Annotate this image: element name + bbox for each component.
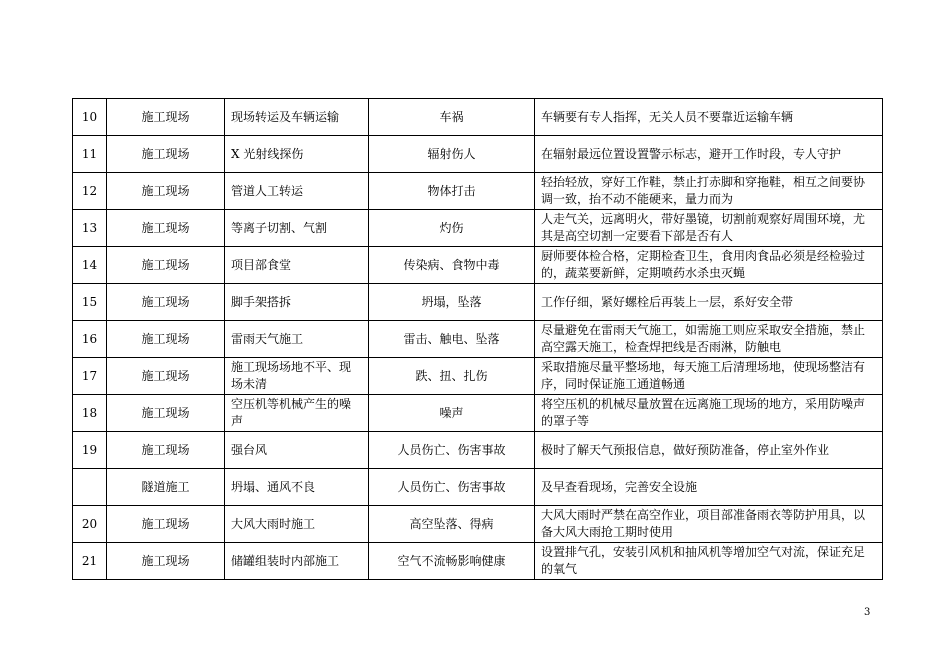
cell-number [73, 469, 107, 506]
cell-number: 13 [73, 210, 107, 247]
cell-area: 施工现场 [107, 99, 225, 136]
cell-activity: 空压机等机械产生的噪声 [225, 395, 369, 432]
cell-risk: 雷击、触电、坠落 [369, 321, 535, 358]
cell-number: 17 [73, 358, 107, 395]
cell-measure: 设置排气孔，安装引风机和抽风机等增加空气对流，保证充足的氧气 [535, 543, 883, 580]
cell-activity: 现场转运及车辆运输 [225, 99, 369, 136]
cell-measure: 极时了解天气预报信息，做好预防准备，停止室外作业 [535, 432, 883, 469]
cell-area: 施工现场 [107, 543, 225, 580]
table-row [73, 469, 883, 506]
cell-measure: 轻抬轻放，穿好工作鞋，禁止打赤脚和穿拖鞋，相互之间要协调一致，抬不动不能硬来，量力而为 [535, 173, 883, 210]
cell-number: 20 [73, 506, 107, 543]
cell-number: 21 [73, 543, 107, 580]
table-row [73, 358, 883, 395]
cell-risk: 车祸 [369, 99, 535, 136]
cell-measure: 在辐射最远位置设置警示标志，避开工作时段，专人守护 [535, 136, 883, 173]
cell-area: 施工现场 [107, 432, 225, 469]
table-row [73, 284, 883, 321]
hazard-table [72, 98, 883, 580]
cell-activity: 储罐组装时内部施工 [225, 543, 369, 580]
cell-risk: 噪声 [369, 395, 535, 432]
cell-risk: 人员伤亡、伤害事故 [369, 469, 535, 506]
cell-activity: 坍塌、通风不良 [225, 469, 369, 506]
cell-measure: 尽量避免在雷雨天气施工，如需施工则应采取安全措施，禁止高空露天施工，检查焊把线是否雨淋，防触电 [535, 321, 883, 358]
cell-activity: 管道人工转运 [225, 173, 369, 210]
cell-number: 14 [73, 247, 107, 284]
cell-number: 18 [73, 395, 107, 432]
cell-number: 12 [73, 173, 107, 210]
cell-measure: 将空压机的机械尽量放置在远离施工现场的地方，采用防噪声的罩子等 [535, 395, 883, 432]
table-row [73, 136, 883, 173]
cell-area: 施工现场 [107, 173, 225, 210]
cell-number: 15 [73, 284, 107, 321]
table-row [73, 506, 883, 543]
cell-risk: 物体打击 [369, 173, 535, 210]
cell-risk: 传染病、食物中毒 [369, 247, 535, 284]
cell-activity: 项目部食堂 [225, 247, 369, 284]
cell-area: 施工现场 [107, 321, 225, 358]
cell-activity: 脚手架搭拆 [225, 284, 369, 321]
page-number: 3 [864, 607, 871, 618]
table-row [73, 173, 883, 210]
hazard-table-body [73, 99, 883, 580]
cell-area: 施工现场 [107, 136, 225, 173]
cell-measure: 车辆要有专人指挥，无关人员不要靠近运输车辆 [535, 99, 883, 136]
cell-risk: 跌、扭、扎伤 [369, 358, 535, 395]
cell-area: 施工现场 [107, 284, 225, 321]
cell-measure: 大风大雨时严禁在高空作业，项目部准备雨衣等防护用具，以备大风大雨抢工期时使用 [535, 506, 883, 543]
cell-area: 施工现场 [107, 247, 225, 284]
cell-risk: 坍塌，坠落 [369, 284, 535, 321]
cell-area: 隧道施工 [107, 469, 225, 506]
cell-area: 施工现场 [107, 358, 225, 395]
hazard-table-container [72, 98, 882, 580]
cell-risk: 高空坠落、得病 [369, 506, 535, 543]
cell-activity: 雷雨天气施工 [225, 321, 369, 358]
cell-number: 10 [73, 99, 107, 136]
cell-number: 16 [73, 321, 107, 358]
cell-measure: 及早查看现场，完善安全设施 [535, 469, 883, 506]
cell-risk: 人员伤亡、伤害事故 [369, 432, 535, 469]
table-row [73, 395, 883, 432]
cell-activity: 大风大雨时施工 [225, 506, 369, 543]
cell-risk: 辐射伤人 [369, 136, 535, 173]
cell-area: 施工现场 [107, 210, 225, 247]
table-row [73, 321, 883, 358]
cell-risk: 空气不流畅影响健康 [369, 543, 535, 580]
cell-measure: 人走气关，远离明火，带好墨镜，切割前观察好周围环境，尤其是高空切割一定要看下部是否有人 [535, 210, 883, 247]
table-row [73, 210, 883, 247]
cell-activity: X 光射线探伤 [225, 136, 369, 173]
table-row [73, 99, 883, 136]
cell-measure: 厨师要体检合格，定期检查卫生，食用肉食品必须是经检验过的，蔬菜要新鲜，定期喷药水杀虫灭蝇 [535, 247, 883, 284]
cell-activity: 等离子切割、气割 [225, 210, 369, 247]
cell-number: 19 [73, 432, 107, 469]
cell-area: 施工现场 [107, 395, 225, 432]
cell-number: 11 [73, 136, 107, 173]
cell-area: 施工现场 [107, 506, 225, 543]
cell-measure: 工作仔细，紧好螺栓后再装上一层，系好安全带 [535, 284, 883, 321]
cell-activity: 强台风 [225, 432, 369, 469]
table-row [73, 432, 883, 469]
cell-activity: 施工现场场地不平、现场未清 [225, 358, 369, 395]
cell-measure: 采取措施尽量平整场地，每天施工后清理场地，使现场整洁有序，同时保证施工通道畅通 [535, 358, 883, 395]
table-row [73, 543, 883, 580]
table-row [73, 247, 883, 284]
cell-risk: 灼伤 [369, 210, 535, 247]
